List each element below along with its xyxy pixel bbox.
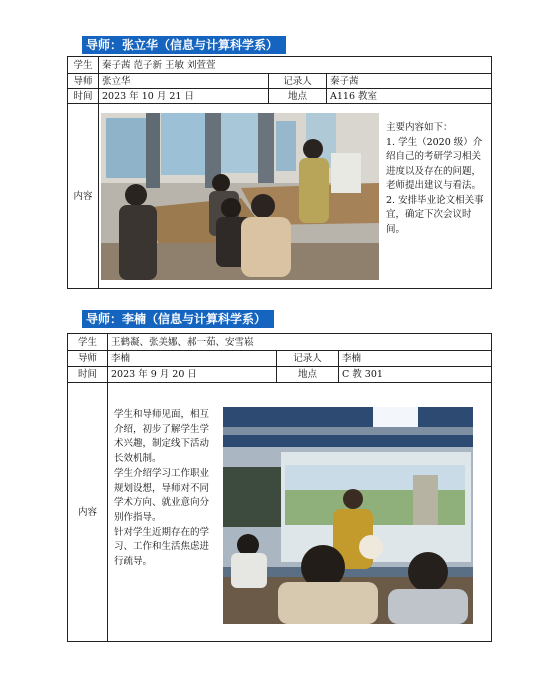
classroom-photo-graphic xyxy=(101,113,379,280)
advisor-value: 张立华 xyxy=(99,74,269,89)
time-value: 2023 年 10 月 21 日 xyxy=(99,89,269,104)
recorder-label: 记录人 xyxy=(269,74,327,89)
place-label: 地点 xyxy=(277,367,339,383)
recorder-value: 李楠 xyxy=(339,351,492,367)
advisor-label: 导师 xyxy=(68,74,99,89)
recorder-label: 记录人 xyxy=(277,351,339,367)
advisor-value: 李楠 xyxy=(108,351,277,367)
time-label: 时间 xyxy=(68,89,99,104)
student-label: 学生 xyxy=(68,57,99,74)
recorder-value: 秦子茜 xyxy=(327,74,492,89)
content-line: 针对学生近期存在的学习、工作和生活焦虑进行疏导。 xyxy=(114,526,210,568)
content-line: 1. 学生（2020 级）介绍自己的考研学习相关进度以及存在的问题，老师提出建议与看法。 xyxy=(386,136,483,191)
content-line: 2. 安排毕业论文相关事宜，确定下次会议时间。 xyxy=(386,194,484,235)
advisor-label: 导师 xyxy=(68,351,108,367)
content-line: 主要内容如下： xyxy=(386,122,453,133)
place-value: A116 教室 xyxy=(327,89,492,104)
content-label: 内容 xyxy=(68,104,99,289)
content-line: 学生和导师见面，相互介绍，初步了解学生学术兴趣，制定线下活动长效机制。 xyxy=(114,409,210,465)
record2-heading: 导师：李楠（信息与计算科学系） xyxy=(82,310,274,328)
content-line: 学生介绍学习工作职业规划设想，导师对不同学术方向、就业意向分别作指导。 xyxy=(114,467,210,523)
record1-heading: 导师：张立华（信息与计算科学系） xyxy=(82,36,286,54)
lecture-photo-graphic xyxy=(223,407,473,624)
time-label: 时间 xyxy=(68,367,108,383)
students-value: 秦子茜 范子新 王敏 刘萱萱 xyxy=(99,57,492,74)
time-value: 2023 年 9 月 20 日 xyxy=(108,367,277,383)
student-label: 学生 xyxy=(68,334,108,351)
meeting-photo-2 xyxy=(223,407,473,624)
record1-content-text xyxy=(386,121,489,237)
place-label: 地点 xyxy=(269,89,327,104)
meeting-photo-1 xyxy=(101,113,379,280)
place-value: C 教 301 xyxy=(339,367,492,383)
students-value: 王鹤凝、张美娜、郝一茹、安雪崧 xyxy=(108,334,492,351)
content-label: 内容 xyxy=(68,383,108,642)
record2-content-text xyxy=(114,408,215,570)
